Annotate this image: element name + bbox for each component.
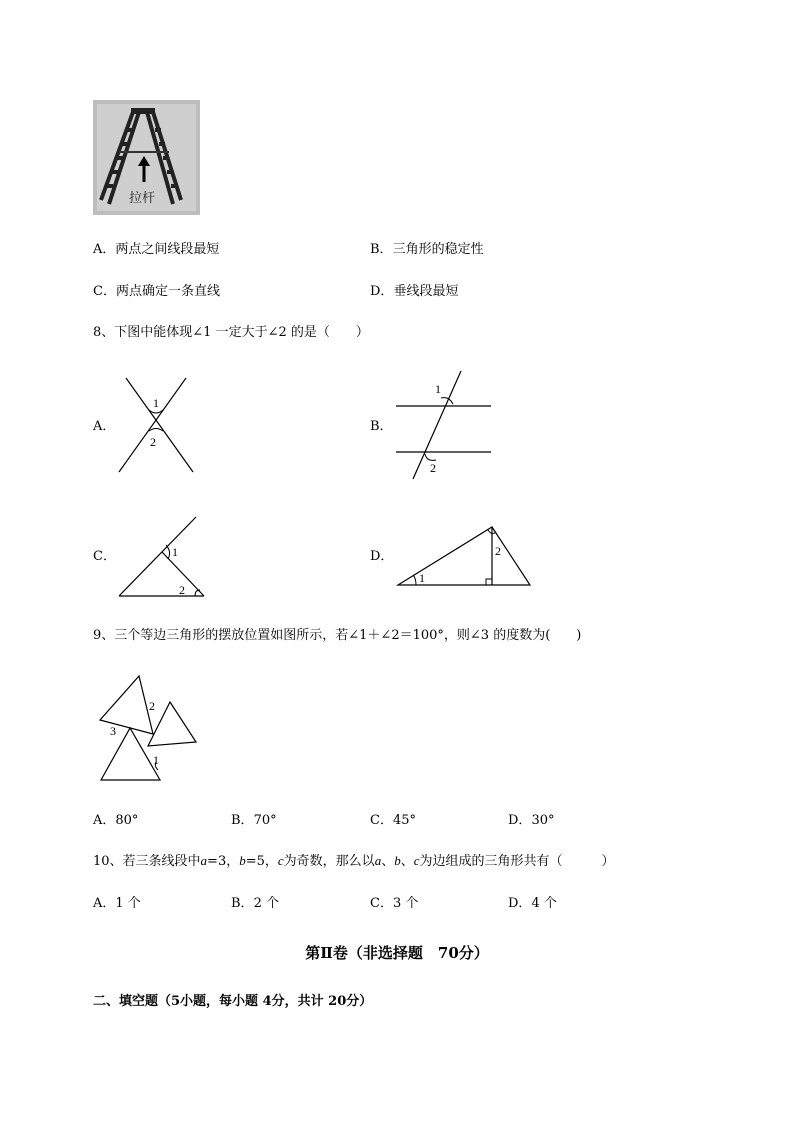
q9-option-d[interactable] <box>508 814 554 827</box>
angle-1-label: 1 <box>435 382 441 396</box>
angle-2-label: 2 <box>149 699 155 713</box>
angle-2-label: 2 <box>430 461 436 475</box>
angle-1-label: 1 <box>153 396 159 410</box>
option-letter: B． <box>231 896 254 911</box>
option-letter: C． <box>370 896 393 911</box>
option-letter: D． <box>508 896 532 911</box>
option-text: 45° <box>392 813 416 828</box>
var-c: c <box>413 853 420 868</box>
q10-option-a[interactable] <box>93 897 141 910</box>
option-text: 80° <box>115 813 139 828</box>
angle-2-label: 2 <box>495 544 501 558</box>
angle-3-label: 3 <box>110 724 116 738</box>
option-letter: A． <box>93 813 116 828</box>
var-b: b <box>394 853 401 868</box>
q10-text: 为奇数，那么以 <box>283 854 375 869</box>
q9-option-c[interactable] <box>370 814 416 827</box>
angle-2-label: 2 <box>179 583 185 597</box>
q9-stem: 9、三个等边三角形的摆放位置如图所示，若∠1＋∠2＝100°，则∠3 的度数为( ) <box>93 628 582 643</box>
q8-option-a-letter[interactable]: A． <box>93 419 116 434</box>
option-text: 4 个 <box>531 896 557 911</box>
option-letter: D． <box>370 284 394 299</box>
q8-figure-b <box>394 368 494 483</box>
option-letter: B． <box>231 813 254 828</box>
option-letter: A． <box>93 242 116 257</box>
angle-2-label: 2 <box>150 435 156 449</box>
q10-option-d[interactable] <box>508 897 557 910</box>
ladder-photo <box>93 100 200 215</box>
option-text: 两点之间线段最短 <box>115 242 220 257</box>
section2-title: 二、填空题（5小题，每小题 4分，共计 20分） <box>93 994 373 1009</box>
q9-figure <box>96 674 202 784</box>
ladder-label: 拉杆 <box>129 191 156 206</box>
option-letter: A． <box>93 896 116 911</box>
var-c: c <box>277 853 284 868</box>
q10-option-b[interactable] <box>231 897 279 910</box>
part2-title: 第Ⅱ卷（非选择题 70分） <box>305 944 489 962</box>
q10-text: =3， <box>207 854 240 869</box>
option-text: 三角形的稳定性 <box>392 242 484 257</box>
q8-figure-d <box>394 523 534 589</box>
angle-1-label: 1 <box>419 571 425 585</box>
q10-option-c[interactable] <box>370 897 418 910</box>
q8-figure-a <box>110 372 200 476</box>
option-letter: B． <box>370 242 393 257</box>
var-a: a <box>200 853 208 868</box>
option-letter: C． <box>93 284 116 299</box>
option-text: 两点确定一条直线 <box>115 284 220 299</box>
q10-stem <box>93 854 615 868</box>
q8-option-d-letter[interactable]: D． <box>370 549 394 564</box>
angle-1-label: 1 <box>153 753 159 767</box>
q8-figure-c <box>116 514 208 600</box>
q10-text: 、 <box>381 854 395 869</box>
q8-option-b-letter[interactable]: B． <box>370 419 393 434</box>
angle-1-label: 1 <box>172 545 178 559</box>
q10-text: 、 <box>400 854 414 869</box>
q10-text: 为边组成的三角形共有（ ） <box>419 854 615 869</box>
option-text: 70° <box>253 813 277 828</box>
option-text: 1 个 <box>115 896 141 911</box>
q7-option-d[interactable] <box>370 285 458 298</box>
q7-option-c[interactable] <box>93 285 220 298</box>
option-text: 垂线段最短 <box>393 284 459 299</box>
q8-option-c-letter[interactable]: C． <box>93 549 116 564</box>
var-a: a <box>374 853 382 868</box>
option-letter: C． <box>370 813 393 828</box>
q10-text: 10、若三条线段中 <box>93 854 201 869</box>
q10-text: =5， <box>245 854 278 869</box>
option-text: 2 个 <box>253 896 279 911</box>
q9-option-a[interactable] <box>93 814 138 827</box>
q8-stem: 8、下图中能体现∠1 一定大于∠2 的是（ ） <box>93 325 369 340</box>
option-text: 30° <box>531 813 555 828</box>
q9-option-b[interactable] <box>231 814 277 827</box>
option-text: 3 个 <box>392 896 419 911</box>
option-letter: D． <box>508 813 532 828</box>
q7-option-b[interactable] <box>370 243 484 256</box>
var-b: b <box>239 853 246 868</box>
q7-option-a[interactable] <box>93 243 219 256</box>
